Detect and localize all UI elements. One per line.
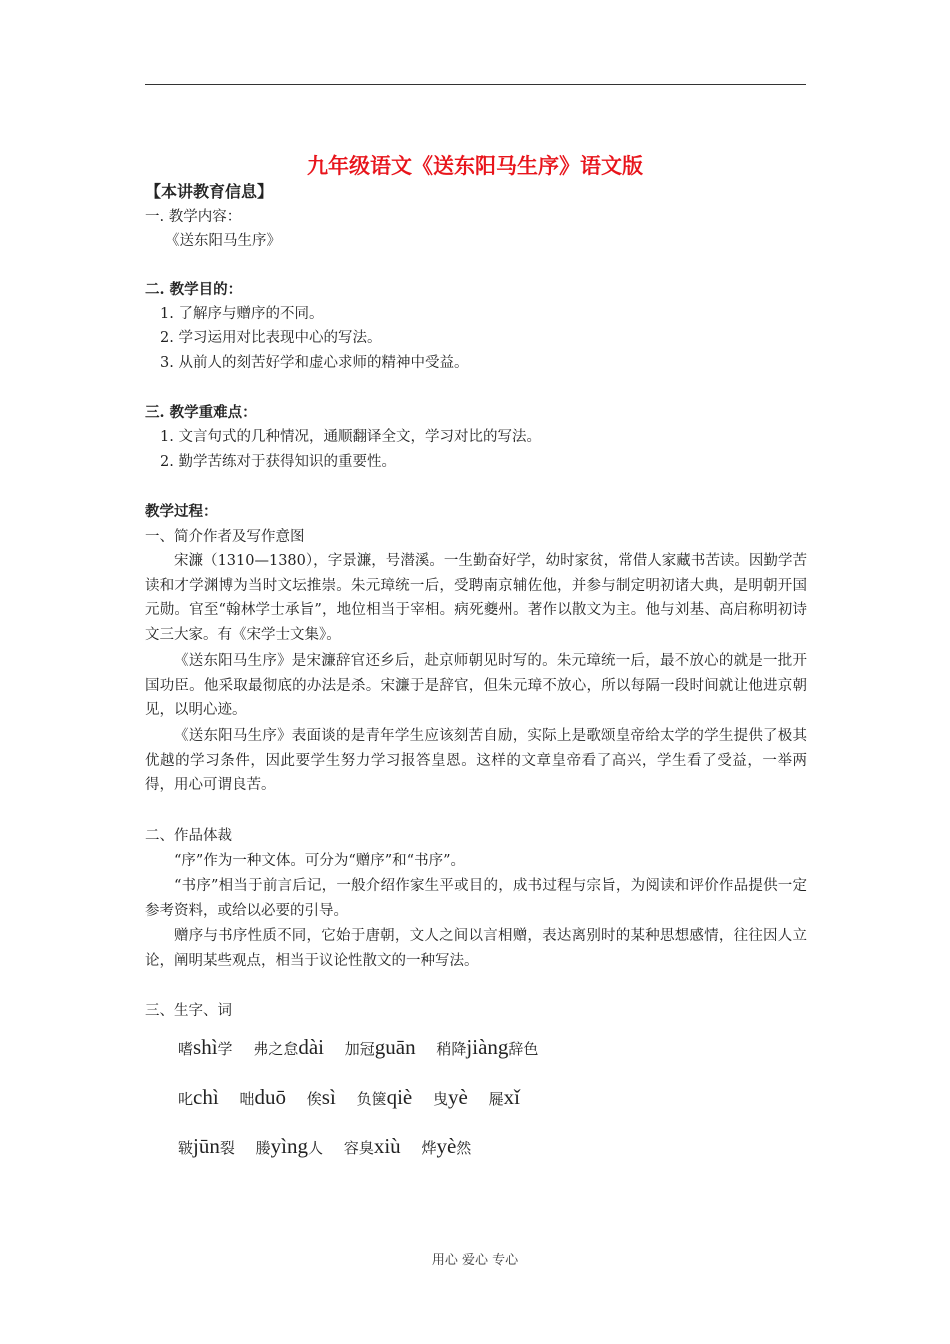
section2-para-2: “书序”相当于前言后记，一般介绍作家生平或目的，成书过程与宗旨，为阅读和评价作品提供一定参考资料，或给以必要的引导。	[145, 878, 807, 919]
vocab-item: 俟sì	[306, 1085, 336, 1109]
content-label: 一. 教学内容：	[145, 209, 242, 225]
goals-label: 二. 教学目的：	[145, 281, 243, 298]
section3-heading: 三、生字、词	[145, 1003, 232, 1019]
key-point-2: 2. 勤学苦练对于获得知识的重要性。	[160, 454, 396, 470]
section1-para-2: 《送东阳马生序》是宋濂辞官还乡后，赴京师朝见时写的。朱元璋统一后，最不放心的就是一批开国功臣。他采取最彻底的办法是杀。宋濂于是辞官，但朱元璋不放心，所以每隔一段时间就让他进京朝见，以明心迹。	[145, 653, 807, 719]
header-rule	[145, 84, 806, 85]
vocab-item: 媵yìng人	[255, 1134, 324, 1158]
vocab-item: 屣xǐ	[488, 1085, 520, 1109]
goal-item-3: 3. 从前人的刻苦好学和虚心求师的精神中受益。	[160, 355, 469, 371]
section2-heading: 二、作品体裁	[145, 828, 232, 844]
vocab-row-2	[178, 1085, 536, 1110]
vocab-item: 皲jūn裂	[178, 1134, 235, 1158]
page-title: 九年级语文《送东阳马生序》语文版	[307, 153, 643, 178]
vocab-item: 曳yè	[433, 1085, 468, 1109]
vocab-item: 嗜shì学	[178, 1035, 233, 1059]
vocab-item: 稍降jiàng辞色	[436, 1035, 539, 1059]
vocab-row-1	[178, 1035, 554, 1060]
section2-para-1: “序”作为一种文体。可分为“赠序”和“书序”。	[174, 853, 465, 869]
vocab-item: 烨yè然	[421, 1134, 472, 1158]
key-points-label: 三. 教学重难点：	[145, 404, 257, 421]
info-header: 【本讲教育信息】	[145, 182, 274, 201]
section1-para-1: 宋濂（1310—1380），字景濂，号潜溪。一生勤奋好学，幼时家贫，常借人家藏书苦读。因勤学苦读和才学渊博为当时文坛推崇。朱元璋统一后，受聘南京辅佐他，并参与制定明初诸大典，是明朝开国元勋。官至“翰林学士承旨”，地位相当于宰相。病死夔州。著作以散文为主。他与刘基、高启称明初诗文三大家。有《宋学士文集》。	[145, 553, 807, 644]
vocab-item: 咄duō	[239, 1085, 286, 1109]
vocab-row-3	[178, 1134, 487, 1159]
section1-heading: 一、简介作者及写作意图	[145, 529, 305, 545]
vocab-item: 负箧qiè	[356, 1085, 413, 1109]
content-text: 《送东阳马生序》	[165, 233, 281, 249]
key-point-1: 1. 文言句式的几种情况，通顺翻译全文，学习对比的写法。	[160, 429, 541, 445]
section2-para-3: 赠序与书序性质不同，它始于唐朝，文人之间以言相赠，表达离别时的某种思想感情，往往因人立论，阐明某些观点，相当于议论性散文的一种写法。	[145, 928, 807, 969]
process-label: 教学过程：	[145, 503, 218, 520]
section1-para-3: 《送东阳马生序》表面谈的是青年学生应该刻苦自励，实际上是歌颂皇帝给太学的学生提供了极其优越的学习条件，因此要学生努力学习报答皇恩。这样的文章皇帝看了高兴，学生看了受益，一举两得，用心可谓良苦。	[145, 728, 807, 794]
vocab-item: 叱chì	[178, 1085, 219, 1109]
vocab-item: 容臭xiù	[343, 1134, 401, 1158]
page-footer: 用心 爱心 专心	[431, 1253, 519, 1268]
vocab-item: 加冠guān	[344, 1035, 416, 1059]
vocab-item: 弗之怠dài	[253, 1035, 324, 1059]
goal-item-1: 1. 了解序与赠序的不同。	[160, 306, 324, 322]
goal-item-2: 2. 学习运用对比表现中心的写法。	[160, 330, 382, 346]
